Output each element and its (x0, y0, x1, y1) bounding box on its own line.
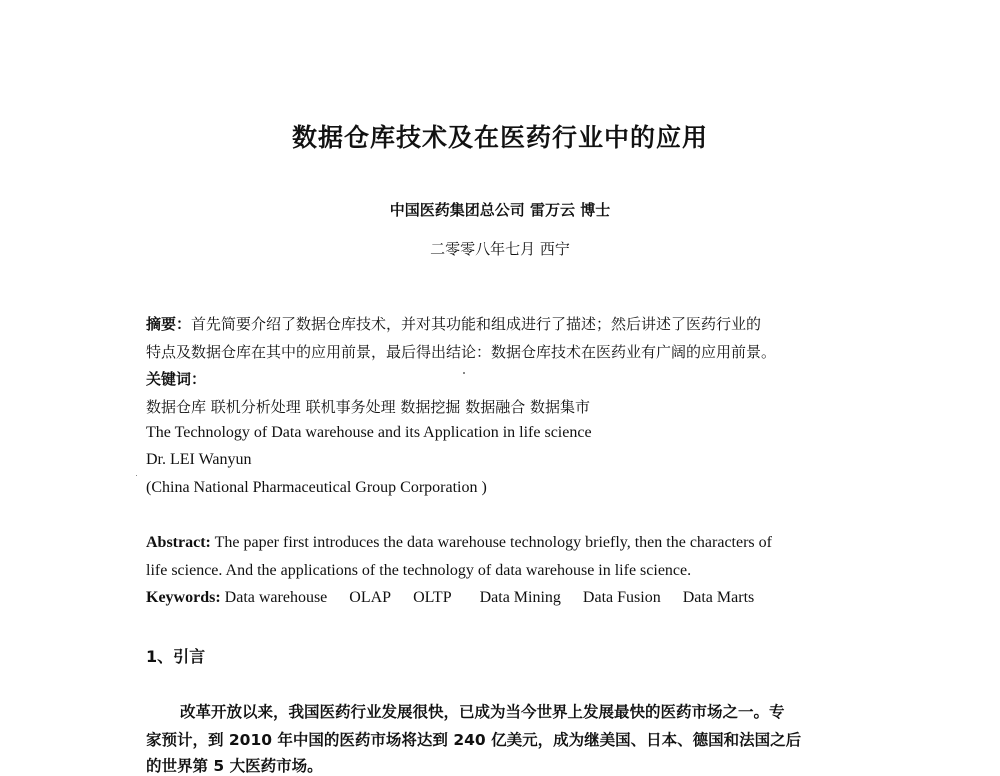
scan-speck (463, 372, 465, 374)
keywords-cn-list (146, 396, 590, 417)
author-line: 中国医药集团总公司 雷万云 博士 (389, 201, 611, 219)
keyword-en: Data Marts (682, 589, 755, 606)
paragraph-line-2: 家预计，到 2010 年中国的医药市场将达到 240 亿美元，成为继美国、日本、德国和法国之后 (146, 731, 802, 749)
keyword-cn: 数据集市 (529, 398, 590, 416)
paper-title: 数据仓库技术及在医药行业中的应用 (291, 123, 708, 152)
section-heading: 1、引言 (146, 647, 206, 666)
abstract-en-label: Abstract: (146, 534, 211, 551)
keyword-cn: 数据挖掘 (400, 398, 461, 416)
keyword-cn: 联机分析处理 (210, 398, 301, 416)
abstract-cn-line-2: 特点及数据仓库在其中的应用前景，最后得出结论：数据仓库技术在医药业有广阔的应用前景。 (146, 343, 777, 361)
paragraph-line-1: 改革开放以来，我国医药行业发展很快，已成为当今世界上发展最快的医药市场之一。专 (180, 703, 785, 721)
keyword-cn: 数据仓库 (146, 398, 207, 416)
abstract-en-line-1 (146, 534, 772, 552)
keyword-cn: 联机事务处理 (305, 398, 396, 416)
keyword-en: OLTP (413, 589, 452, 606)
english-affiliation: (China National Pharmaceutical Group Corporation ) (146, 479, 487, 496)
english-title: The Technology of Data warehouse and its Application in life science (146, 424, 592, 441)
keywords-en-label: Keywords: (146, 589, 221, 606)
keywords-en-line (146, 589, 754, 607)
keyword-en: Data warehouse (224, 589, 328, 606)
abstract-cn-text-1: 首先简要介绍了数据仓库技术，并对其功能和组成进行了描述；然后讲述了医药行业的 (191, 315, 762, 333)
scan-speck (136, 475, 137, 476)
keyword-en: OLAP (349, 589, 392, 606)
abstract-en-text-1: The paper first introduces the data warehouse technology briefly, then the characters of (210, 534, 772, 551)
english-author: Dr. LEI Wanyun (146, 451, 252, 468)
abstract-cn-line-1 (146, 313, 761, 334)
abstract-en-line-2: life science. And the applications of the technology of data warehouse in life science. (146, 562, 692, 579)
keyword-en: Data Mining (479, 589, 561, 606)
keyword-cn: 数据融合 (465, 398, 526, 416)
abstract-cn-label: 摘要： (146, 315, 192, 333)
keyword-en: Data Fusion (582, 589, 661, 606)
date-line: 二零零八年七月 西宁 (430, 240, 570, 258)
keywords-cn-label: 关键词： (146, 370, 207, 388)
paragraph-line-3: 的世界第 5 大医药市场。 (146, 757, 323, 775)
